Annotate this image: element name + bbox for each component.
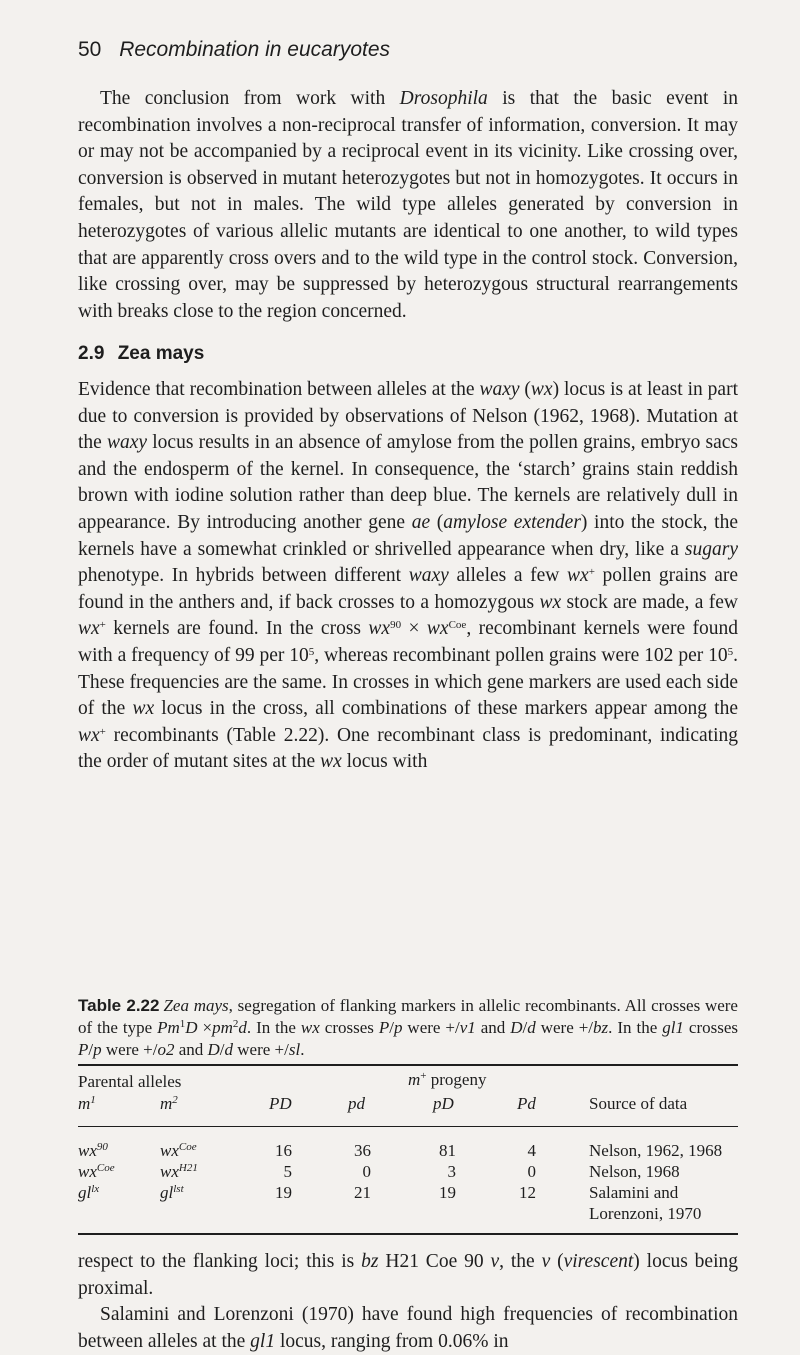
section-title: Zea mays <box>117 343 205 364</box>
paragraph-salamini-lorenzoni: Salamini and Lorenzoni (1970) have found high frequencies of recombination between alleles at the gl1 locus, ranging from 0.06% in <box>78 1304 738 1352</box>
header-PD: PD <box>269 1094 292 1113</box>
table-top-rule <box>78 1064 738 1066</box>
header-pd: pd <box>348 1094 365 1113</box>
table-label: Table 2.22 <box>78 996 160 1015</box>
header-parental-alleles: Parental alleles <box>78 1072 182 1091</box>
book-page: 50 Recombination in eucaryotes The conclusion from work with Drosophila is that the basic event in recombination involves a non-reciprocal transfer of information, conversion. It may or may not be accompanied by a reciprocal event in its vicinity. Like crossing over, conversion is observed in mutant heterozygotes but not in homozygotes. It occurs in females, but not in males. The wild type alleles generated by conversion in heterozygotes of various allelic mutants are identical to one another, to wild types that are apparently cross overs and to the wild type in the control stock. Conversion, like crossing over, may be suppressed by heterozygous structural rearrangements with breaks close to the region concerned. 2.9 Zea mays Evidence that recombination between alleles at the waxy (wx) locus is at least in part due to conversion is provided by observations of Nelson (1962, 1968). Mutation at the waxy locus results in an absence of amylose from the pollen grains, embryo sacs and the endosperm of the kernel. In consequence, the ‘starch’ grains stain reddish brown with iodine solution rather than deep blue. The kernels are relatively dull in appearance. By introducing another gene ae (amylose extender) into the stock, the kernels have a somewhat crinkled or shrivelled appearance when dry, like a sugary phenotype. In hybrids between different waxy alleles a few wx+ pollen grains are found in the anthers and, if back crosses to a homozygous wx stock are made, a few wx+ kernels are found. In the cross $wx^{90} \times wx^{Coe}$, recombinant kernels were found with a frequency of 99 per $10^5$, whereas recombinant pollen grains were 102 per $10^5$. These frequencies are the same. In crosses in which gene markers are used each side of the wx locus in the cross, all combinations of these markers appear among the wx+ recombinants (Table 2.22). One recombinant class is predominant, indicating the order of mutant sites at the wx locus with Table 2.22 Zea mays, segregation of flanking markers in allelic recombinants. All crosses were of the type $Pm^1D \times pm^2d$. In the wx crosses P/p were +/v1 and D/d were +/bz. In the gl1 crosses P/p were +/o2 and D/d were +/sl. Parental alleles m+ progeny $m^1$ $m^2$ PD pd pD Pd Source of data $wx^{90}$ $wx^{Coe}$ 16 36 81 4 Nelson, 1962, 1968 $wx^{Coe}$ $wx^{H21}$ 5 0 3 0 Nelson, 1968 $gl^{lx}$ $gl^{lst}$ 19 21 19 12 Salamini and Lorenzoni, 1970 respect to the flanking loci; this is bz H21 Coe 90 v, the v (virescent) locus being proximal. Salamini and Lorenzoni (1970) have found high frequencies of recombination between alleles at the gl1 locus, ranging from 0.06% in <box>0 0 800 1330</box>
paragraph-drosophila-conclusion: The conclusion from work with Drosophila is that the basic event in recombination involves a non-reciprocal transfer of information, conversion. It may or may not be accompanied by a reciprocal event in its vicinity. Like crossing over, conversion is observed in mutant heterozygotes but not in homozygotes. It occurs in females, but not in males. The wild type alleles generated by conversion in heterozygotes of various allelic mutants are identical to one another, to wild types that are apparently cross overs and to the wild type in the control stock. Conversion, like crossing over, may be suppressed by heterozygous structural rearrangements with breaks close to the region concerned. <box>78 88 738 322</box>
table-caption <box>78 995 738 1060</box>
header-Pd: Pd <box>517 1094 536 1113</box>
table-header-rule <box>78 1126 738 1127</box>
running-title: Recombination in eucaryotes <box>119 38 391 61</box>
section-heading <box>78 343 204 365</box>
header-source: Source of data <box>589 1094 688 1113</box>
header-pD: pD <box>433 1094 454 1113</box>
running-header <box>78 38 390 62</box>
paragraph-flanking-loci: respect to the flanking loci; this is bz H21 Coe 90 v, the v (virescent) locus being proximal. <box>78 1251 739 1299</box>
paragraph-zea-mays-evidence: Evidence that recombination between alleles at the waxy (wx) locus is at least in part due to conversion is provided by observations of Nelson (1962, 1968). Mutation at the waxy locus results in an absence of amylose from the pollen grains, embryo sacs and the endosperm of the kernel. In consequence, the ‘starch’ grains stain reddish brown with iodine solution rather than deep blue. The kernels are relatively dull in appearance. By introducing another gene ae (amylose extender) into the stock, the kernels have a somewhat crinkled or shrivelled appearance when dry, like a sugary phenotype. In hybrids between different waxy alleles a few wx+ pollen grains are found in the anthers and, if back crosses to a homozygous wx stock are made, a few wx+ kernels are found. In the cross $wx^{90} \times wx^{Coe}$, recombinant kernels were found with a frequency of 99 per $10^5$, whereas recombinant pollen grains were 102 per $10^5$. These frequencies are the same. In crosses in which gene markers are used each side of the wx locus in the cross, all combinations of these markers appear among the wx+ recombinants (Table 2.22). One recombinant class is predominant, indicating the order of mutant sites at the wx locus with <box>78 379 739 773</box>
page-number: 50 <box>78 38 102 61</box>
header-progeny: m+ progeny <box>408 1070 487 1089</box>
table-caption-text: Zea mays, segregation of flanking markers in allelic recombinants. All crosses were of the type $Pm^1D \times pm^2d$. In the wx crosses P/p were +/v1 and D/d were +/bz. In the gl1 crosses P/p were +/o2 and D/d were +/sl. <box>78 996 738 1059</box>
section-number: 2.9 <box>78 343 105 364</box>
table-bottom-rule <box>78 1233 738 1235</box>
header-m1: $m^1$ <box>78 1094 96 1113</box>
header-m2: $m^2$ <box>160 1094 178 1113</box>
